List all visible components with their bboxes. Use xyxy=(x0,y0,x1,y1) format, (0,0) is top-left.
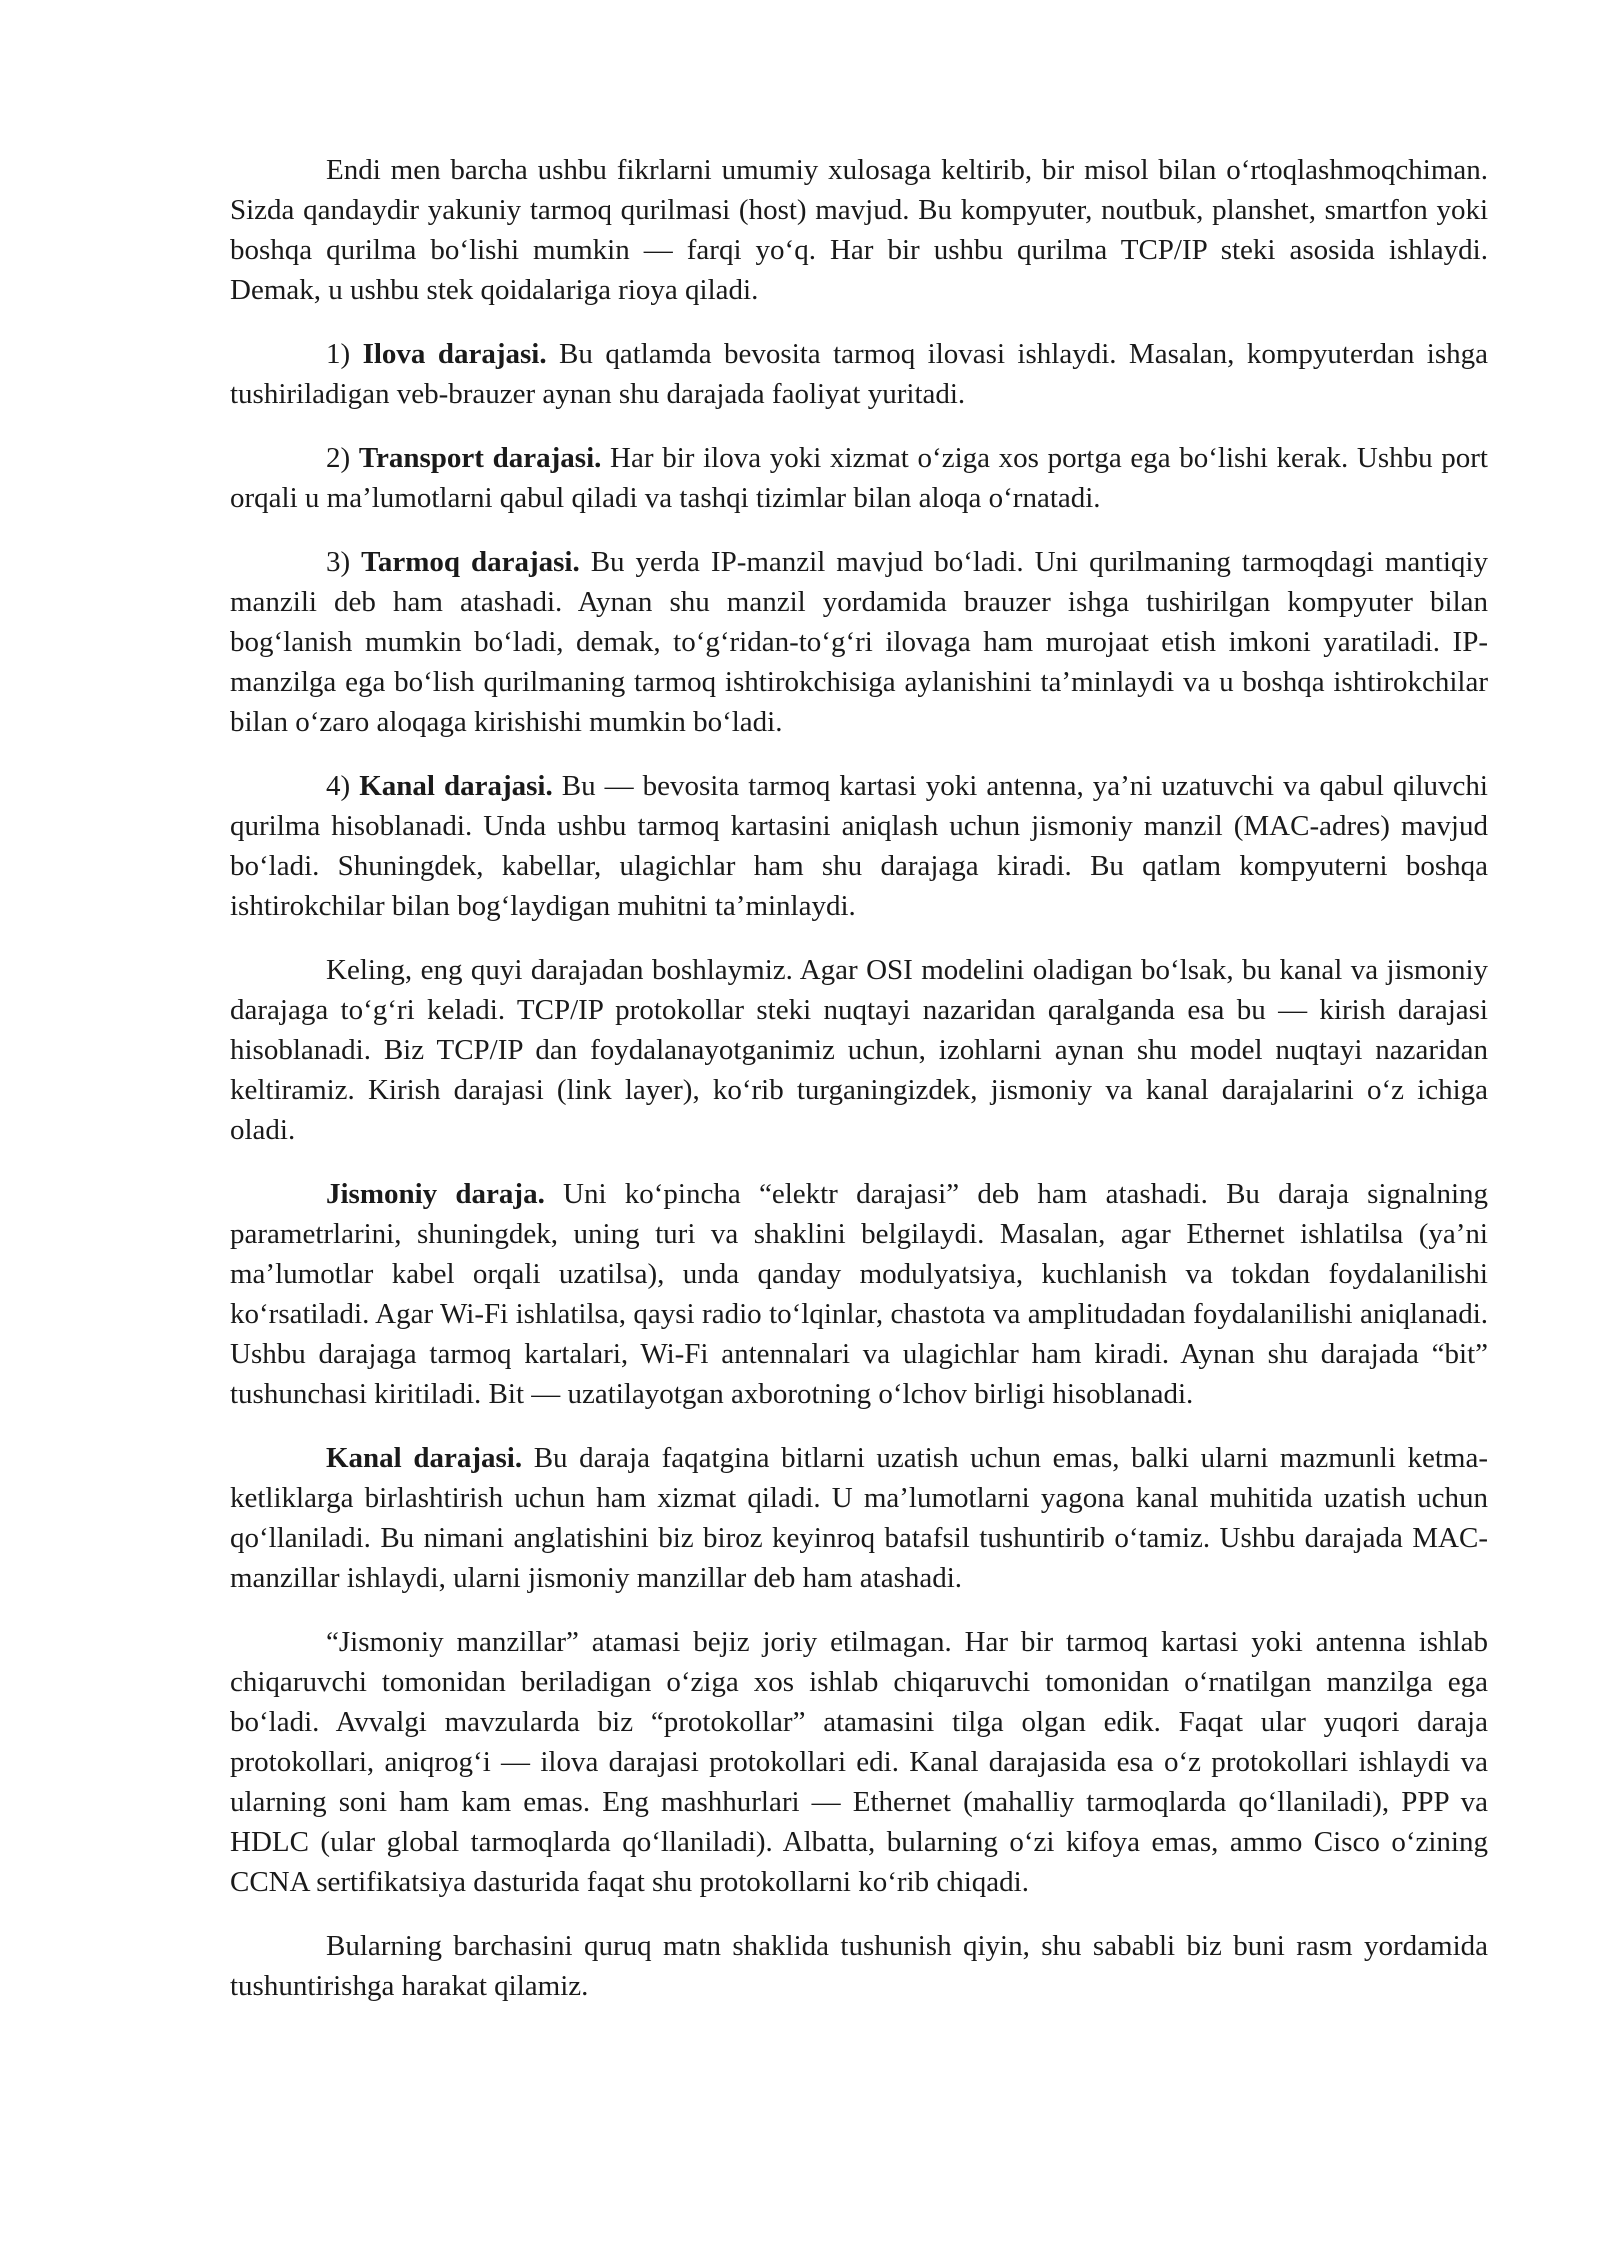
paragraph-heading: Ilova darajasi. xyxy=(362,338,547,370)
paragraph-physical-layer xyxy=(230,1174,1488,1414)
list-number: 2) xyxy=(326,442,359,474)
paragraph-network-layer xyxy=(230,542,1488,742)
paragraph-heading: Kanal darajasi. xyxy=(326,1442,523,1474)
paragraph-text: Bu qatlamda bevosita tarmoq ilovasi ishlaydi. Masalan, kompyuterdan ishga tushiriladigan veb-brauzer aynan shu darajada faoliyat yuritadi. xyxy=(230,338,1489,410)
list-number: 4) xyxy=(326,770,360,802)
paragraph-text: Bu daraja faqatgina bitlarni uzatish uchun emas, balki ularni mazmunli ketma-ketliklarga birlashtirish uchun ham xizmat qiladi. U ma’lumotlarni yagona kanal muhitida uzatish uchun qo‘llaniladi. Bu nimani anglatishini biz biroz keyinroq batafsil tushuntirib o‘tamiz. Ushbu darajada MAC-manzillar ishlaydi, ularni jismoniy manzillar deb ham atashadi. xyxy=(230,1442,1489,1594)
paragraph-text: Uni ko‘pincha “elektr darajasi” deb ham atashadi. Bu daraja signalning parametrlarini, shuningdek, uning turi va shaklini belgilaydi. Masalan, agar Ethernet ishlatilsa (ya’ni ma’lumotlar kabel orqali uzatilsa), unda qanday modulyatsiya, kuchlanish va tokdan foydalanilishi ko‘rsatiladi. Agar Wi-Fi ishlatilsa, qaysi radio to‘lqinlar, chastota va amplitudadan foydalanilishi aniqlanadi. Ushbu darajaga tarmoq kartalari, Wi-Fi antennalari va ulagichlar ham kiradi. Aynan shu darajada “bit” tushunchasi kiritiladi. Bit — uzatilayotgan axborotning o‘lchov birligi hisoblanadi. xyxy=(230,1178,1489,1410)
paragraph-link-layer xyxy=(230,766,1488,926)
paragraph-conclusion: Bularning barchasini quruq matn shaklida tushunish qiyin, shu sababli biz buni rasm yordamida tushuntirishga harakat qilamiz. xyxy=(230,1930,1488,2002)
paragraph-data-link-layer xyxy=(230,1438,1488,1598)
paragraph-intro: Endi men barcha ushbu fikrlarni umumiy xulosaga keltirib, bir misol bilan o‘rtoqlashmoqchiman. Sizda qandaydir yakuniy tarmoq qurilmasi (host) mavjud. Bu kompyuter, noutbuk, planshet, smartfon yoki boshqa qurilma bo‘lishi mumkin — farqi yo‘q. Har bir ushbu qurilma TCP/IP steki asosida ishlaydi. Demak, u ushbu stek qoidalariga rioya qiladi. xyxy=(230,154,1488,306)
paragraph-heading: Kanal darajasi. xyxy=(359,770,553,802)
paragraph-heading: Jismoniy daraja. xyxy=(326,1178,545,1210)
paragraph-text: Har bir ilova yoki xizmat o‘ziga xos portga ega bo‘lishi kerak. Ushbu port orqali u ma’lumotlarni qabul qiladi va tashqi tizimlar bilan aloqa o‘rnatadi. xyxy=(230,442,1488,514)
paragraph-text: Bu — bevosita tarmoq kartasi yoki antenna, ya’ni uzatuvchi va qabul qiluvchi qurilma hisoblanadi. Unda ushbu tarmoq kartasini aniqlash uchun jismoniy manzil (MAC-adres) mavjud bo‘ladi. Shuningdek, kabellar, ulagichlar ham shu darajaga kiradi. Bu qatlam kompyuterni boshqa ishtirokchilar bilan bog‘laydigan muhitni ta’minlaydi. xyxy=(230,770,1488,922)
paragraph-osi-intro: Keling, eng quyi darajadan boshlaymiz. Agar OSI modelini oladigan bo‘lsak, bu kanal va jismoniy darajaga to‘g‘ri keladi. TCP/IP protokollar steki nuqtayi nazaridan qaralganda esa bu — kirish darajasi hisoblanadi. Biz TCP/IP dan foydalanayotganimiz uchun, izohlarni aynan shu model nuqtayi nazaridan keltiramiz. Kirish darajasi (link layer), ko‘rib turganingizdek, jismoniy va kanal darajalarini o‘z ichiga oladi. xyxy=(230,954,1488,1146)
document-page xyxy=(230,150,1488,2030)
paragraph-heading: Tarmoq darajasi. xyxy=(361,546,580,578)
list-number: 1) xyxy=(326,338,363,370)
paragraph-transport-layer xyxy=(230,438,1488,518)
list-number: 3) xyxy=(326,546,362,578)
paragraph-text: Bu yerda IP-manzil mavjud bo‘ladi. Uni qurilmaning tarmoqdagi mantiqiy manzili deb ham atashadi. Aynan shu manzil yordamida brauzer ishga tushirilgan kompyuter bilan bog‘lanish mumkin bo‘ladi, demak, to‘g‘ridan-to‘g‘ri ilovaga ham murojaat etish imkoni yaratiladi. IP-manzilga ega bo‘lish qurilmaning tarmoq ishtirokchisiga aylanishini ta’minlaydi va u boshqa ishtirokchilar bilan o‘zaro aloqaga kirishishi mumkin bo‘ladi. xyxy=(230,546,1488,738)
paragraph-physical-addresses: “Jismoniy manzillar” atamasi bejiz joriy etilmagan. Har bir tarmoq kartasi yoki antenna ishlab chiqaruvchi tomonidan beriladigan o‘ziga xos ishlab chiqaruvchi tomonidan o‘rnatilgan manzilga ega bo‘ladi. Avvalgi mavzularda biz “protokollar” atamasini tilga olgan edik. Faqat ular yuqori daraja protokollari, aniqrog‘i — ilova darajasi protokollari edi. Kanal darajasida esa o‘z protokollari ishlaydi va ularning soni ham kam emas. Eng mashhurlari — Ethernet (mahalliy tarmoqlarda qo‘llaniladi), PPP va HDLC (ular global tarmoqlarda qo‘llaniladi). Albatta, bularning o‘zi kifoya emas, ammo Cisco o‘zining CCNA sertifikatsiya dasturida faqat shu protokollarni ko‘rib chiqadi. xyxy=(230,1626,1488,1898)
paragraph-application-layer xyxy=(230,334,1488,414)
paragraph-heading: Transport darajasi. xyxy=(358,442,602,474)
